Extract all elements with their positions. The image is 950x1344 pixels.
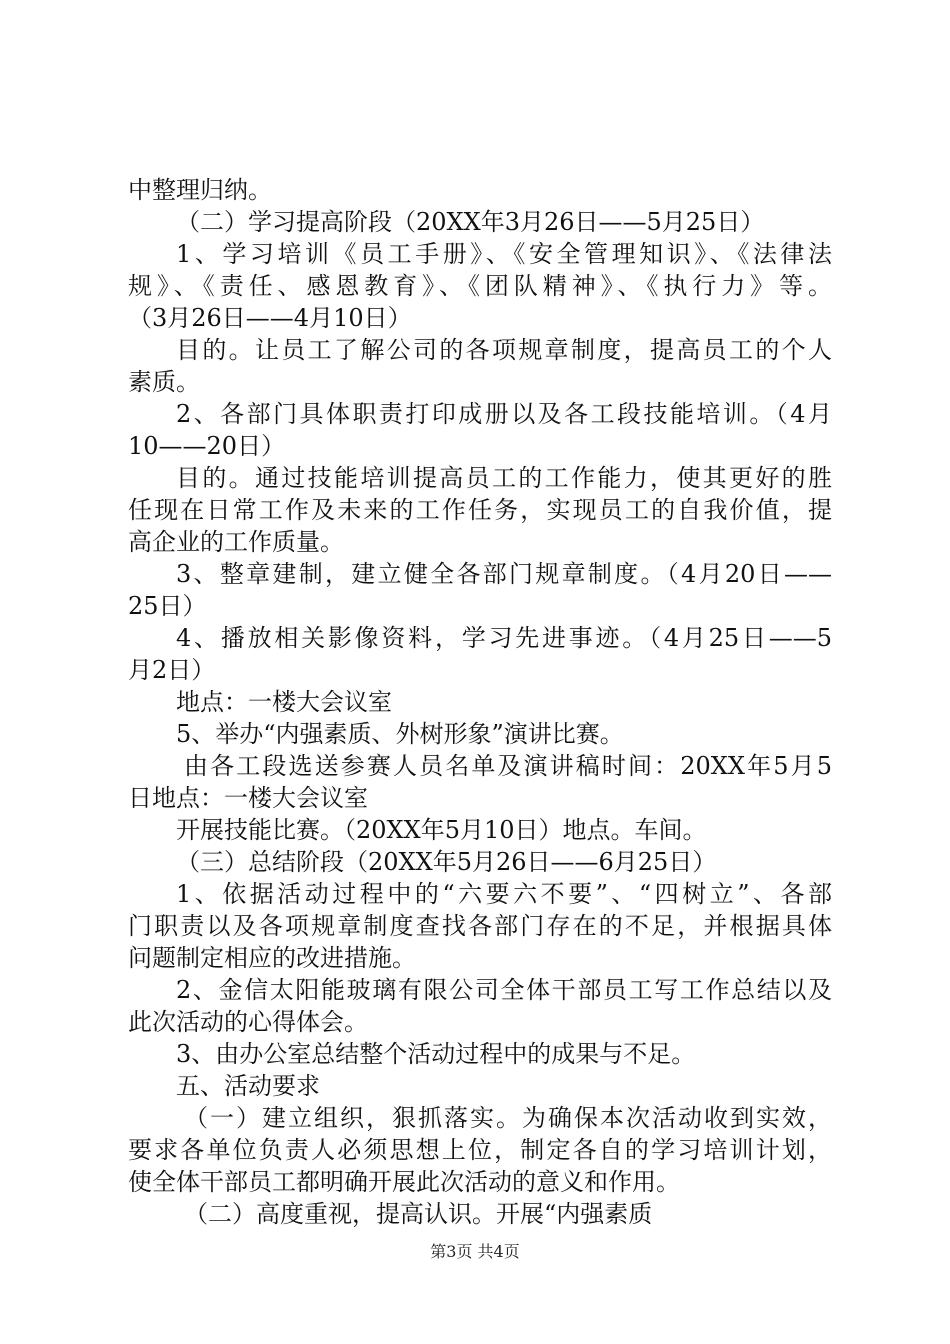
paragraph-line: 1、依据活动过程中的“六要六不要”、“四树立”、各部 [176,880,832,908]
document-body [128,174,832,1230]
paragraph-line: 地点：一楼大会议室 [176,688,392,716]
paragraph-line: 目的。通过技能培训提高员工的工作能力，使其更好的胜 [176,464,832,492]
paragraph-line: 问题制定相应的改进措施。 [128,944,416,972]
paragraph-line: 3、由办公室总结整个活动过程中的成果与不足。 [176,1040,696,1068]
paragraph-line: 要求各单位负责人必须思想上位，制定各自的学习培训计划， [128,1136,832,1164]
section-heading: （二）学习提高阶段（20XX年3月26日——5月25日） [176,208,765,236]
page-number-footer: 第3页 共4页 [430,1242,520,1261]
paragraph-line: 1、学习培训《员工手册》、《安全管理知识》、《法律法 [176,240,832,268]
paragraph-line: 25日） [128,592,207,620]
paragraph-line: 2、金信太阳能玻璃有限公司全体干部员工写工作总结以及 [176,976,832,1004]
paragraph-line: 中整理归纳。 [128,176,272,204]
paragraph-line: 门职责以及各项规章制度查找各部门存在的不足，并根据具体 [128,912,832,940]
paragraph-line: 由各工段选送参赛人员名单及演讲稿时间：20XX年5月5 [184,752,832,780]
paragraph-line: 4、播放相关影像资料，学习先进事迹。（4月25日——5 [176,624,832,652]
section-heading: 五、活动要求 [176,1072,320,1100]
paragraph-line: 使全体干部员工都明确开展此次活动的意义和作用。 [128,1168,680,1196]
paragraph-line: 高企业的工作质量。 [128,528,344,556]
paragraph-line: （二）高度重视，提高认识。开展“内强素质 [184,1200,653,1228]
paragraph-line: （3月26日——4月10日） [128,304,412,332]
paragraph-line: 此次活动的心得体会。 [128,1008,368,1036]
paragraph-line: 2、各部门具体职责打印成册以及各工段技能培训。（4月 [176,400,832,428]
section-heading: （三）总结阶段（20XX年5月26日——6月25日） [176,848,717,876]
paragraph-line: 目的。让员工了解公司的各项规章制度，提高员工的个人 [176,336,832,364]
paragraph-line: 5、举办“内强素质、外树形象”演讲比赛。 [176,720,624,748]
paragraph-line: 规》、《责任、感恩教育》、《团队精神》、《执行力》等。 [128,272,832,300]
paragraph-line: 3、整章建制，建立健全各部门规章制度。（4月20日—— [176,560,832,588]
paragraph-line: 10——20日） [128,432,286,460]
paragraph-line: （一）建立组织，狠抓落实。为确保本次活动收到实效， [184,1104,832,1132]
paragraph-line: 开展技能比赛。（20XX年5月10日）地点。车间。 [176,816,707,844]
paragraph-line: 素质。 [128,368,200,396]
paragraph-line: 日地点：一楼大会议室 [128,784,368,812]
paragraph-line: 任现在日常工作及未来的工作任务，实现员工的自我价值，提 [128,496,832,524]
paragraph-line: 月2日） [128,656,216,684]
